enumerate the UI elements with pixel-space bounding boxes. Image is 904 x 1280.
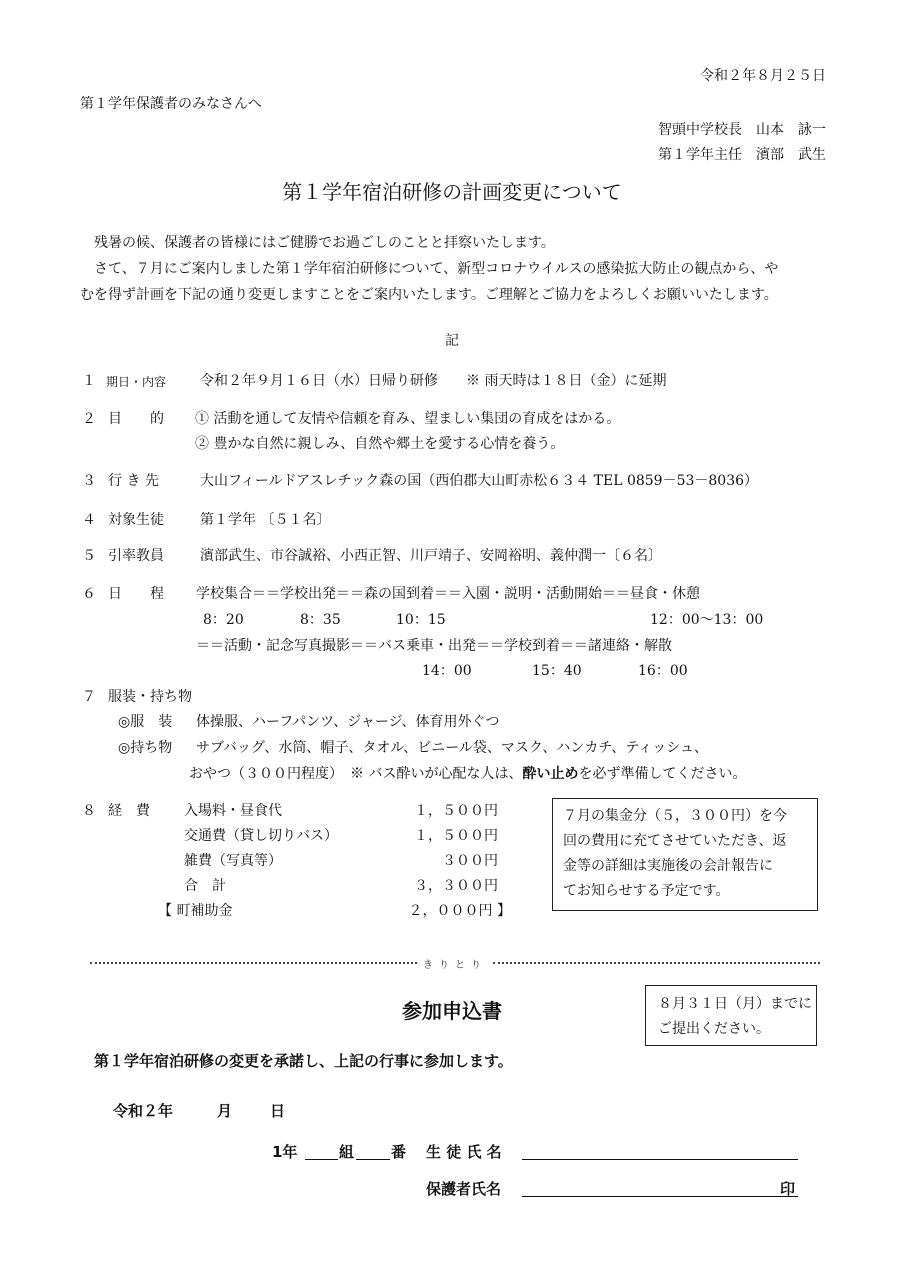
motion-sickness-medicine: 酔い止め xyxy=(522,766,579,782)
schedule-time: 8：20 xyxy=(203,612,244,628)
item-4-label: 対象生徒 xyxy=(108,512,164,528)
guardian-name-blank[interactable] xyxy=(522,1196,798,1197)
class-blank[interactable] xyxy=(305,1159,338,1160)
cut-label: きりとり xyxy=(423,959,487,971)
cost-total-amount: ３，３００円 xyxy=(414,878,498,894)
item-4-value: 第１学年 〔５１名〕 xyxy=(200,512,331,528)
cost-name: 交通費（貸し切りバス） xyxy=(184,828,338,844)
sender-grade-head: 第１学年主任 濱部 武生 xyxy=(658,147,826,163)
form-title: 参加申込書 xyxy=(402,999,502,1023)
cut-dots-left xyxy=(90,962,417,964)
sender-principal: 智頭中学校長 山本 詠一 xyxy=(658,122,826,138)
cost-amount: １，５００円 xyxy=(414,803,498,819)
refund-note-box xyxy=(552,798,818,911)
deadline-line: ８月３１日（月）までに xyxy=(658,996,812,1012)
number-label: 番 xyxy=(391,1143,407,1161)
schedule-time: 10：15 xyxy=(396,612,446,628)
cost-amount: ３００円 xyxy=(442,853,498,869)
item-4-number: ４ xyxy=(82,512,96,528)
cost-name: 入場料・昼食代 xyxy=(184,803,282,819)
schedule-time: 8：35 xyxy=(300,612,341,628)
date-month-label: 月 xyxy=(217,1102,233,1120)
item-2-label: 目 的 xyxy=(108,411,164,427)
number-blank[interactable] xyxy=(356,1159,390,1160)
student-name-label: 生 徒 氏 名 xyxy=(426,1143,502,1161)
item-3-number: ３ xyxy=(82,473,96,489)
item-3-value: 大山フィールドアスレチック森の国（西伯郡大山町赤松６３４ TEL 0859－53－8036） xyxy=(200,473,759,489)
guardian-name-label: 保護者氏名 xyxy=(426,1180,502,1198)
item-5-value: 濱部武生、市谷誠裕、小西正智、川戸靖子、安岡裕明、義仲潤一〔６名〕 xyxy=(200,548,662,564)
schedule-line-1: 学校集合＝＝学校出発＝＝森の国到着＝＝入園・説明・活動開始＝＝昼食・休憩 xyxy=(196,586,700,602)
schedule-time: 16：00 xyxy=(638,663,688,679)
item-7-label: 服装・持ち物 xyxy=(108,689,192,705)
schedule-line-2: ＝＝活動・記念写真撮影＝＝バス乗車・出発＝＝学校到着＝＝諸連絡・解散 xyxy=(196,638,672,654)
cost-total-label: 合 計 xyxy=(184,878,226,894)
belongings-label: ◎持ち物 xyxy=(118,740,173,756)
issue-date: 令和２年８月２５日 xyxy=(700,68,826,84)
student-name-blank[interactable] xyxy=(522,1159,798,1160)
item-8-number: ８ xyxy=(82,803,96,819)
refund-note-line: ７月の集金分（５，３００円）を今 xyxy=(563,808,787,824)
item-2-number: ２ xyxy=(82,411,96,427)
date-era: 令和２年 xyxy=(113,1102,174,1120)
seal-mark: 印 xyxy=(780,1180,796,1198)
clothes-label: ◎服 装 xyxy=(118,714,173,730)
date-day-label: 日 xyxy=(270,1102,286,1120)
item-5-number: ５ xyxy=(82,548,96,564)
intro-line-2: さて、７月にご案内しました第１学年宿泊研修について、新型コロナウイルスの感染拡大防止の観点から、や xyxy=(94,261,779,277)
schedule-time: 12：00～13：00 xyxy=(650,612,764,628)
class-label: 組 xyxy=(339,1143,355,1161)
belongings-note-end: を必ず準備してください。 xyxy=(578,766,747,782)
refund-note-line: 回の費用に充てさせていただき、返 xyxy=(563,833,787,849)
item-7-number: ７ xyxy=(82,689,96,705)
consent-statement: 第１学年宿泊研修の変更を承諾し、上記の行事に参加します。 xyxy=(94,1052,513,1070)
recipient: 第１学年保護者のみなさんへ xyxy=(80,96,262,112)
schedule-time: 15：40 xyxy=(532,663,582,679)
intro-line-3: むを得ず計画を下記の通り変更しますことをご案内いたします。ご理解とご協力をよろしくお願いいたします。 xyxy=(80,287,778,303)
item-6-number: ６ xyxy=(82,586,96,602)
cut-line xyxy=(90,956,820,970)
cost-name: 雑費（写真等） xyxy=(184,853,282,869)
document-title: 第１学年宿泊研修の計画変更について xyxy=(282,180,622,204)
grade-label: 1年 xyxy=(272,1143,298,1161)
refund-note-line: 金等の詳細は実施後の会計報告に xyxy=(563,858,773,874)
belongings-value-2 xyxy=(189,766,746,783)
schedule-time: 14：00 xyxy=(422,663,472,679)
belongings-value: サブバッグ、水筒、帽子、タオル、ビニール袋、マスク、ハンカチ、ティッシュ、 xyxy=(196,740,708,756)
clothes-value: 体操服、ハーフパンツ、ジャージ、体育用外ぐつ xyxy=(196,714,500,730)
item-6-label: 日 程 xyxy=(108,586,164,602)
item-5-label: 引率教員 xyxy=(108,548,164,564)
belongings-note: おやつ（３００円程度） ※ バス酔いが心配な人は、 xyxy=(189,766,523,782)
cost-amount: １，５００円 xyxy=(414,828,498,844)
item-2-line-1: ① 活動を通して友情や信頼を育み、望ましい集団の育成をはかる。 xyxy=(195,411,621,427)
item-1-label: 期日・内容 xyxy=(106,375,167,389)
item-8-label: 経 費 xyxy=(108,803,150,819)
item-3-label: 行 き 先 xyxy=(108,473,159,489)
item-1-value: 令和２年９月１６日（水）日帰り研修 ※ 雨天時は１８日（金）に延期 xyxy=(200,373,667,389)
item-1-number: １ xyxy=(82,373,96,389)
subsidy-label: 【 町補助金 xyxy=(158,903,233,919)
deadline-box xyxy=(645,985,817,1046)
deadline-line: ご提出ください。 xyxy=(658,1021,770,1037)
subsidy-amount: ２，０００円 】 xyxy=(408,903,511,919)
refund-note-line: てお知らせする予定です。 xyxy=(563,883,730,899)
ki-heading: 記 xyxy=(445,333,459,349)
item-2-line-2: ② 豊かな自然に親しみ、自然や郷土を愛する心情を養う。 xyxy=(195,436,565,452)
cut-dots-right xyxy=(493,962,820,964)
intro-line-1: 残暑の候、保護者の皆様にはご健勝でお過ごしのことと拝察いたします。 xyxy=(94,235,555,251)
